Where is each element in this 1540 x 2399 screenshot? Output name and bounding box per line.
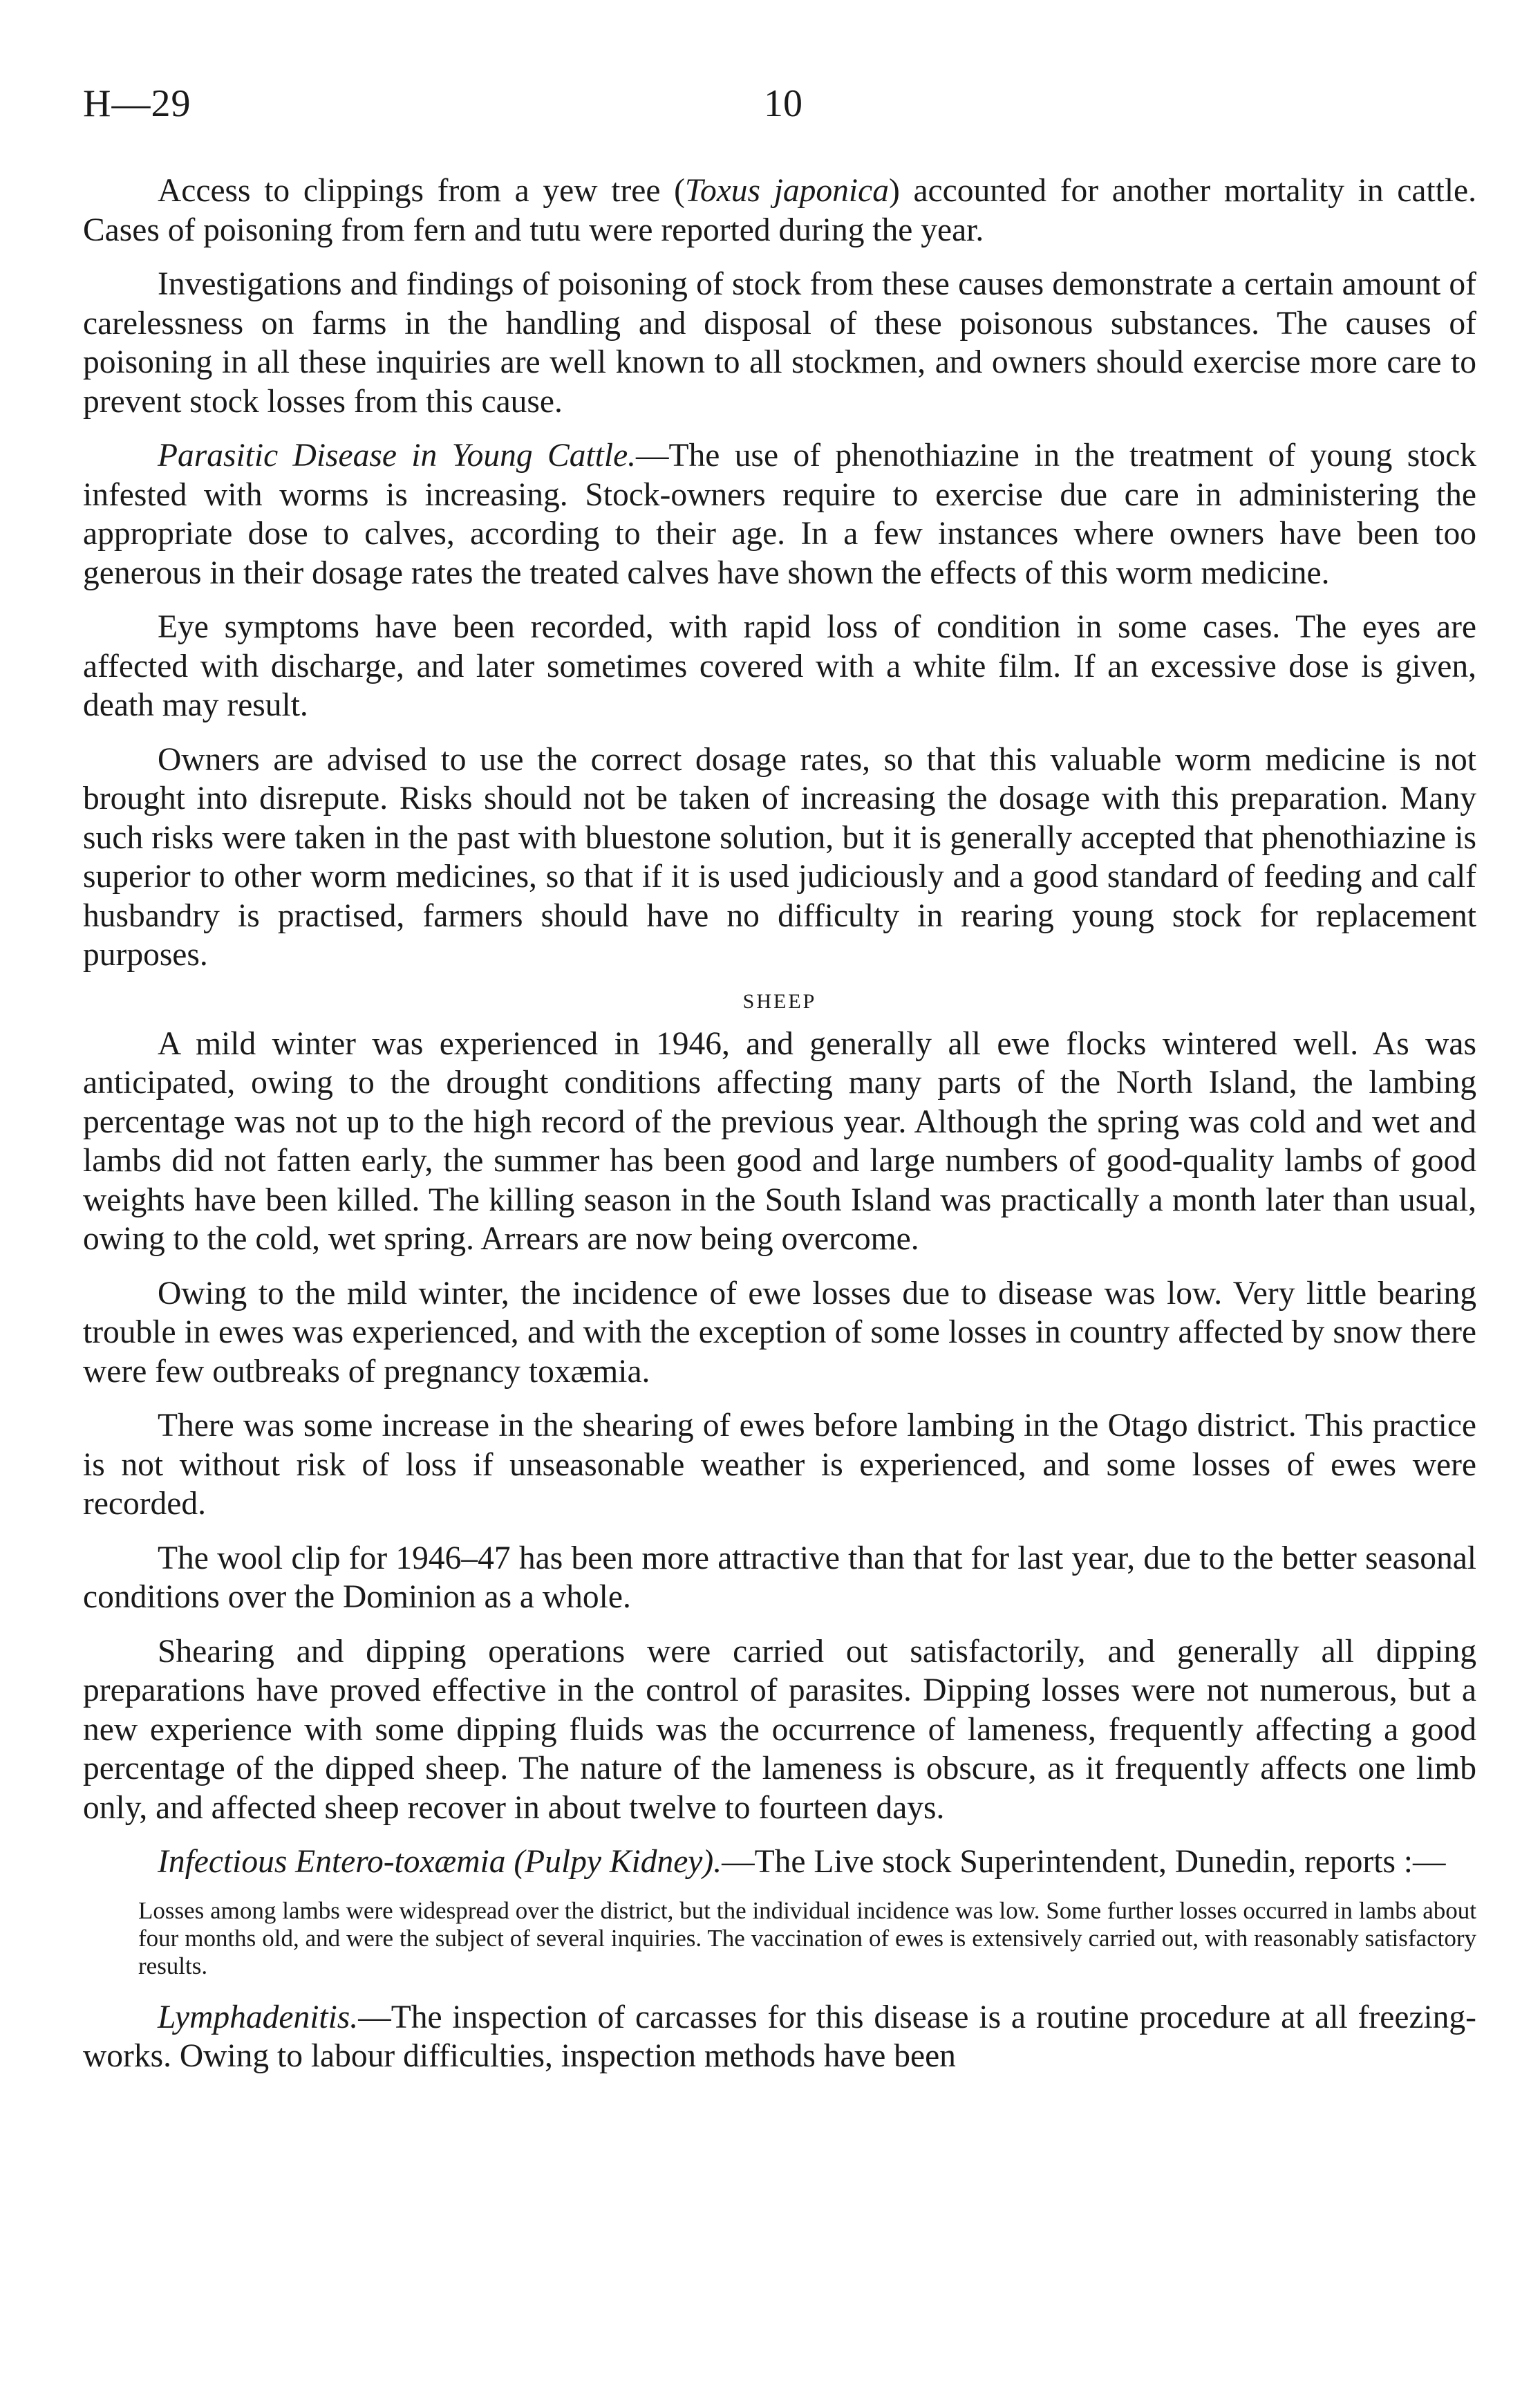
- paragraph-dipping: Shearing and dipping operations were carried out satisfactorily, and generally all dipping preparations have proved effective in the control of parasites. Dipping losses were not numerous, but a new experience with some dipping fluids was the occurrence of lameness, frequently affecting a good percentage of the dipped sheep. The nature of the lameness is obscure, as it frequently affects one limb only, and affected sheep recover in about twelve to fourteen days.: [83, 1633, 1476, 1826]
- paragraph-lymphadenitis: [83, 1998, 1476, 2076]
- paragraph-investigations: Investigations and findings of poisoning of stock from these causes demonstrate a certain amount of carelessness on farms in the handling and disposal of these poisonous substances. The causes of poisoning in all these inquiries are well known to all stockmen, and owners should exercise more care to prevent stock losses from this cause.: [83, 266, 1476, 420]
- page-header: [83, 82, 1479, 137]
- paragraph-yew-tree: [83, 171, 1476, 250]
- page-body: [83, 171, 1476, 2091]
- quote-text: Losses among lambs were widespread over the district, but the individual incidence was low. Some further losses occurred in lambs about four months old, and were the subject of several inquiries. The vaccination of ewes is extensively carried out, with reasonably satisfactory results.: [138, 1896, 1476, 1979]
- page-number: 10: [764, 82, 802, 125]
- text: —The use of phenothiazine in the treatment of young stock infested with worms is increasing. Stock-owners require to exercise due care in administering the appropriate dose to calves, according to their age. In a few instances where owners have been too generous in their dosage rates the treated calves have shown the effects of this worm medicine.: [83, 438, 1477, 591]
- subsection-heading: Infectious Entero-toxæmia (Pulpy Kidney).: [158, 1844, 722, 1880]
- paragraph-ewe-losses: Owing to the mild winter, the incidence of ewe losses due to disease was low. Very little bearing trouble in ewes was experienced, and with the exception of some losses in country affected by snow there were few outbreaks of pregnancy toxæmia.: [83, 1275, 1476, 1390]
- paragraph-dosage-advice: Owners are advised to use the correct dosage rates, so that this valuable worm medicine is not brought into disrepute. Risks should not be taken of increasing the dosage with this preparation. Many such risks were taken in the past with bluestone solution, but it is generally accepted that phenothiazine is superior to other worm medicines, so that if it is used judiciously and a good standard of feeding and calf husbandry is practised, farmers should have no difficulty in rearing young stock for replacement purposes.: [83, 741, 1476, 973]
- paragraph-shearing-ewes: There was some increase in the shearing of ewes before lambing in the Otago district. This practice is not without risk of loss if unseasonable weather is experienced, and some losses of ewes were recorded.: [83, 1408, 1476, 1522]
- paragraph-mild-winter: A mild winter was experienced in 1946, and generally all ewe flocks wintered well. As was anticipated, owing to the drought conditions affecting many parts of the North Island, the lambing percentage was not up to the high record of the previous year. Although the spring was cold and wet and lambs did not fatten early, the summer has been good and large numbers of good-quality lambs of good weights have been killed. The killing season in the South Island was practically a month later than usual, owing to the cold, wet spring. Arrears are now being overcome.: [83, 1025, 1476, 1257]
- species-name: Toxus japonica: [684, 173, 889, 209]
- text: ) accounted for another mortality in cattle. Cases of poisoning from fern and tutu were reported during the year.: [83, 173, 1476, 248]
- section-heading-sheep: SHEEP: [742, 989, 817, 1013]
- document-id: H—29: [83, 82, 191, 125]
- text: —The Live stock Superintendent, Dunedin, reports :—: [722, 1844, 1446, 1880]
- text: Access to clippings from a yew tree (: [158, 173, 685, 209]
- subsection-heading: Parasitic Disease in Young Cattle.: [158, 438, 637, 474]
- block-quote: [138, 1897, 1476, 1980]
- paragraph-parasitic-disease: [83, 436, 1476, 592]
- paragraph-wool-clip: The wool clip for 1946–47 has been more attractive than that for last year, due to the better seasonal conditions over the Dominion as a whole.: [83, 1540, 1476, 1615]
- text: —The inspection of carcasses for this disease is a routine procedure at all freezing-works. Owing to labour difficulties, inspection methods have been: [83, 1999, 1476, 2074]
- paragraph-eye-symptoms: Eye symptoms have been recorded, with rapid loss of condition in some cases. The eyes are affected with discharge, and later sometimes covered with a white film. If an excessive dose is given, death may result.: [83, 609, 1476, 723]
- paragraph-entero-toxaemia: [83, 1842, 1476, 1882]
- subsection-heading: Lymphadenitis.: [158, 1999, 359, 2035]
